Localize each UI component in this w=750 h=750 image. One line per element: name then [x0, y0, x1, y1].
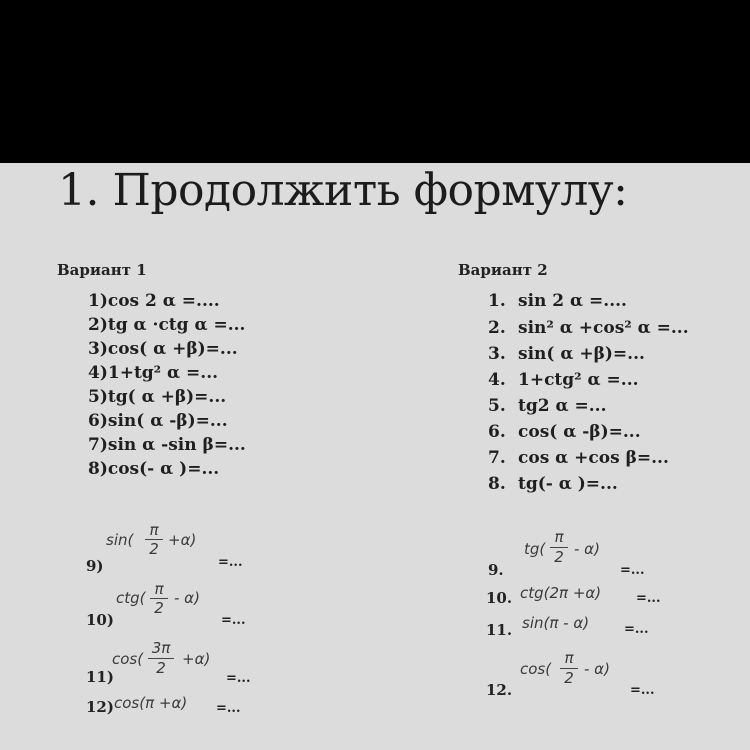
v2-item-8: 8. tg(- α )=... — [488, 474, 618, 494]
v1-item-12-expr: cos(π +α) — [114, 694, 188, 712]
v1-item-10-denom: 2 — [154, 599, 164, 617]
v2-item-5: 5. tg2 α =... — [488, 396, 607, 416]
v1-item-2: 2)tg α ·ctg α =... — [88, 315, 246, 335]
v1-item-11-pre: cos( — [112, 650, 144, 668]
v2-item-12-denom: 2 — [564, 669, 574, 687]
v1-item-11-label: 11) — [86, 668, 114, 686]
v2-item-9-label: 9. — [488, 561, 504, 579]
page-title: 1. Продолжить формулу: — [58, 165, 628, 216]
v1-item-9-post: +α) — [168, 531, 197, 549]
v1-item-9-expr: sin( — [106, 531, 134, 549]
v2-item-12-numer: π — [564, 649, 574, 667]
v2-item-11-tail: =... — [624, 622, 649, 637]
v1-item-6: 6)sin( α -β)=... — [88, 411, 228, 431]
v2-item-9-tail: =... — [620, 563, 645, 578]
v1-item-4: 4)1+tg² α =... — [88, 363, 219, 383]
v1-item-11-tail: =... — [226, 671, 251, 686]
v2-item-9-numer: π — [554, 528, 564, 546]
v1-item-5: 5)tg( α +β)=... — [88, 387, 227, 407]
v1-item-10-pre: ctg( — [116, 589, 146, 607]
variant2-header: Вариант 2 — [458, 261, 548, 279]
worksheet — [0, 163, 750, 750]
v2-item-12-tail: =... — [630, 683, 655, 698]
v2-item-9-post: - α) — [574, 540, 600, 558]
v2-item-10-tail: =... — [636, 591, 661, 606]
v1-item-12-label: 12) — [86, 698, 114, 716]
v2-item-12-post: - α) — [584, 660, 610, 678]
v1-item-9-denom: 2 — [149, 540, 159, 558]
v1-item-10-label: 10) — [86, 611, 114, 629]
v2-item-12-label: 12. — [486, 681, 513, 699]
v2-item-3: 3. sin( α +β)=... — [488, 344, 645, 364]
v1-item-9-tail: =... — [218, 555, 243, 570]
v2-item-12-pre: cos( — [520, 660, 552, 678]
v2-item-10-expr: ctg(2π +α) — [520, 584, 602, 602]
v1-item-8: 8)cos(- α )=... — [88, 459, 220, 479]
v2-item-11-expr: sin(π - α) — [522, 614, 590, 632]
v2-item-9-pre: tg( — [524, 540, 546, 558]
v1-item-7: 7)sin α -sin β=... — [88, 435, 246, 455]
v1-item-10-post: - α) — [174, 589, 200, 607]
v1-item-11-post: +α) — [182, 650, 211, 668]
v2-item-6: 6. cos( α -β)=... — [488, 422, 641, 442]
v2-item-7: 7. cos α +cos β=... — [488, 448, 669, 468]
variant1-header: Вариант 1 — [57, 261, 147, 279]
v1-item-10-numer: π — [154, 580, 164, 598]
v1-item-9-label: 9) — [86, 557, 104, 575]
v1-item-3: 3)cos( α +β)=... — [88, 339, 238, 359]
v2-item-1: 1. sin 2 α =.... — [488, 291, 627, 311]
v1-item-1: 1)cos 2 α =.... — [88, 291, 220, 311]
v1-item-9-numer: π — [149, 521, 159, 539]
v2-item-9-denom: 2 — [554, 548, 564, 566]
v2-item-2: 2. sin² α +cos² α =... — [488, 318, 689, 338]
v1-item-11-numer: 3π — [151, 639, 171, 657]
v1-item-12-tail: =... — [216, 701, 241, 716]
v1-item-11-denom: 2 — [156, 659, 166, 677]
v2-item-11-label: 11. — [486, 621, 513, 639]
v1-item-10-tail: =... — [221, 613, 246, 628]
v2-item-4: 4. 1+ctg² α =... — [488, 370, 639, 390]
v2-item-10-label: 10. — [486, 589, 513, 607]
